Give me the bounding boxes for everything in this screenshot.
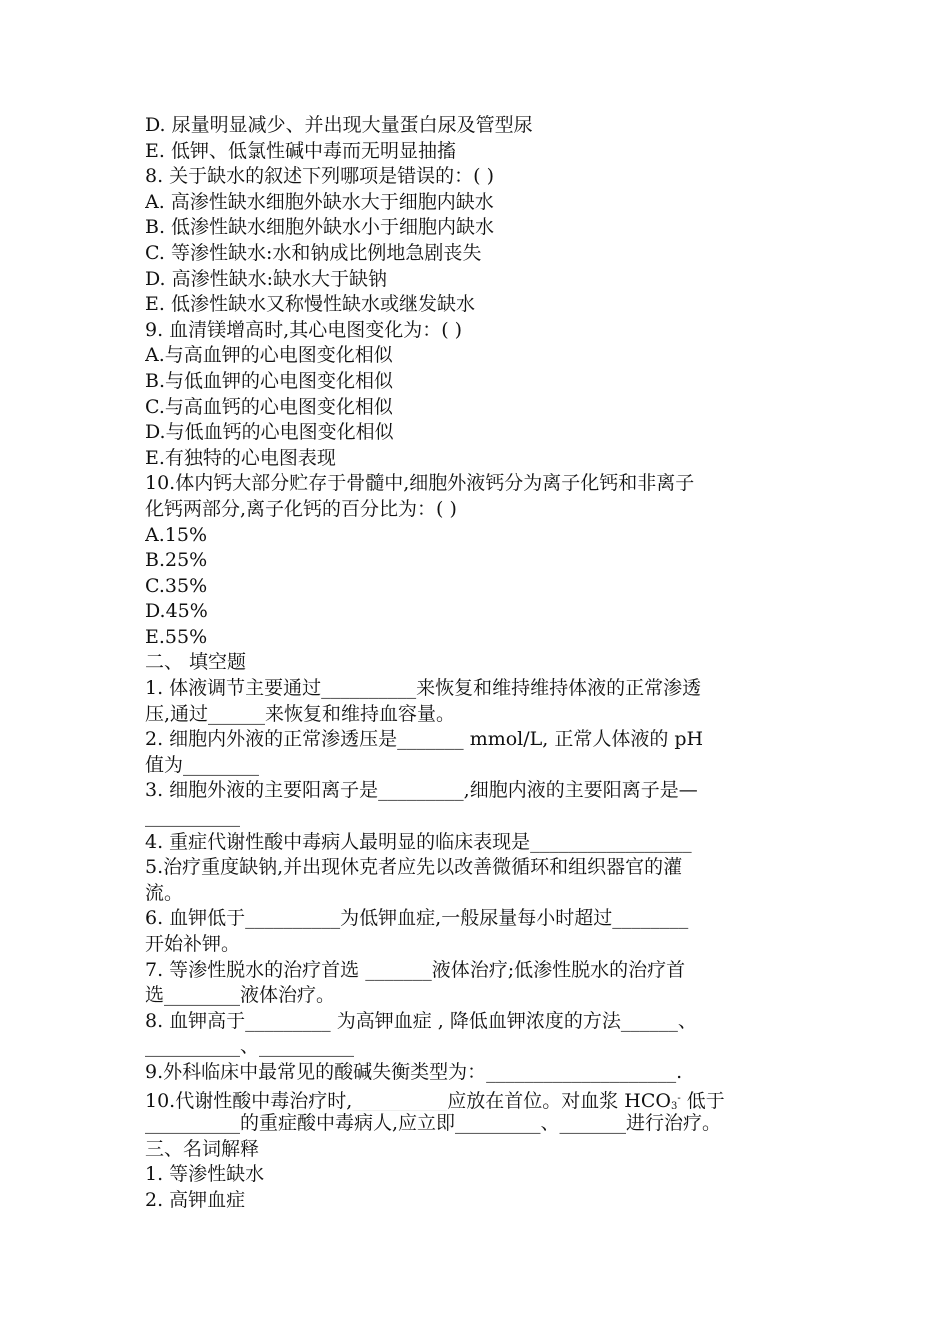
q9-option-e: E.有独特的心电图表现 [145, 446, 336, 469]
fill-q10-part1: 10.代谢性酸中毒治疗时,__________应放在首位。对血浆 HCO [145, 1089, 671, 1112]
fill-line-4: 值为________ [145, 753, 260, 776]
term-item-1: 1. 等渗性缺水 [145, 1163, 265, 1186]
q9-option-b: B.与低血钾的心电图变化相似 [145, 369, 394, 392]
q10-option-b: B.25% [145, 549, 208, 572]
hco3-superscript: - [677, 1092, 681, 1104]
document-page [145, 113, 809, 1214]
q10-option-c: C.35% [145, 574, 208, 597]
q8-option-e: E. 低渗性缺水又称慢性缺水或继发缺水 [145, 293, 475, 316]
fill-q10-line2: __________的重症酸中毒病人,应立即_________、_______进行治疗。 [145, 1112, 722, 1135]
fill-line-1: 1. 体液调节主要通过__________来恢复和维持维持体液的正常渗透 [145, 677, 702, 700]
fill-line-11: 开始补钾。 [145, 933, 241, 955]
q9-option-a: A.与高血钾的心电图变化相似 [145, 344, 393, 367]
fill-line-2: 压,通过______来恢复和维持血容量。 [145, 702, 456, 725]
fill-q10-part2: 低于 [680, 1089, 725, 1112]
section2-heading: 二、 填空题 [145, 651, 247, 674]
q8-option-a: A. 高渗性缺水细胞外缺水大于细胞内缺水 [145, 190, 494, 213]
q10-stem-line2: 化钙两部分,离子化钙的百分比为：( ) [145, 497, 457, 520]
fill-line-9: 流。 [145, 881, 184, 904]
fill-line-3: 2. 细胞内外液的正常渗透压是_______ mmol/L, 正常人体液的 pH [145, 728, 704, 751]
q9-option-c: C.与高血钙的心电图变化相似 [145, 395, 393, 418]
q7-option-e: E. 低钾、低氯性碱中毒而无明显抽搐 [145, 139, 456, 162]
q8-option-b: B. 低渗性缺水细胞外缺水小于细胞内缺水 [145, 216, 495, 239]
hco3-subscript: 3 [670, 1100, 678, 1112]
fill-line-6: __________ [145, 805, 240, 828]
q7-option-d: D. 尿量明显减少、并出现大量蛋白尿及管型尿 [145, 114, 533, 136]
q10-option-a: A.15% [145, 523, 207, 546]
section3-heading: 三、名词解释 [145, 1137, 260, 1160]
q9-option-d: D.与低血钙的心电图变化相似 [145, 421, 394, 444]
q10-option-d: D.45% [145, 600, 208, 623]
fill-line-16: 9.外科临床中最常见的酸碱失衡类型为：____________________. [145, 1060, 683, 1083]
q9-stem: 9. 血清镁增高时,其心电图变化为：( ) [145, 318, 463, 341]
fill-line-13: 选________液体治疗。 [145, 984, 336, 1007]
q10-option-e: E.55% [145, 625, 208, 648]
fill-line-8: 5.治疗重度缺钠,并出现休克者应先以改善微循环和组织器官的灌 [145, 856, 683, 879]
fill-line-5: 3. 细胞外液的主要阳离子是_________,细胞内液的主要阳离子是— [145, 779, 698, 802]
q10-stem-line1: 10.体内钙大部分贮存于骨髓中,细胞外液钙分为离子化钙和非离子 [145, 472, 695, 495]
fill-q10-line1 [145, 1086, 809, 1112]
fill-line-12: 7. 等渗性脱水的治疗首选 _______液体治疗;低渗性脱水的治疗首 [145, 958, 686, 981]
fill-line-15: __________、__________ [145, 1035, 355, 1058]
fill-line-10: 6. 血钾低于__________为低钾血症,一般尿量每小时超过________ [145, 907, 689, 930]
term-item-2: 2. 高钾血症 [145, 1188, 246, 1211]
q8-stem: 8. 关于缺水的叙述下列哪项是错误的：( ) [145, 165, 495, 188]
q8-option-c: C. 等渗性缺水:水和钠成比例地急剧丧失 [145, 241, 482, 264]
fill-line-14: 8. 血钾高于_________ 为高钾血症 , 降低血钾浓度的方法______、 [145, 1009, 697, 1032]
q8-option-d: D. 高渗性缺水:缺水大于缺钠 [145, 267, 388, 290]
fill-line-7: 4. 重症代谢性酸中毒病人最明显的临床表现是_________________ [145, 830, 692, 853]
